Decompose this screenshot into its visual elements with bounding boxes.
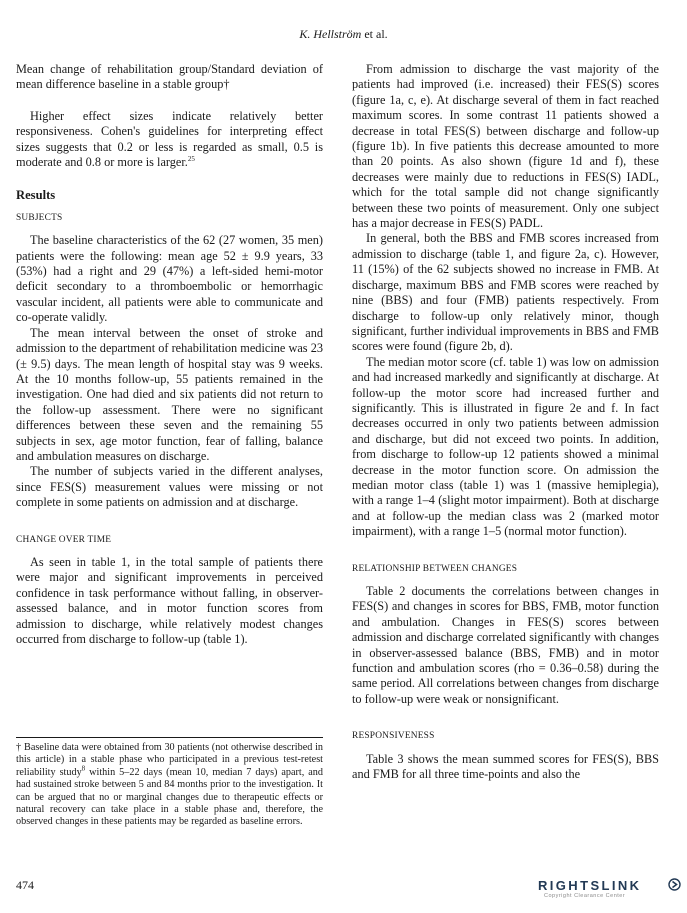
right-paragraph-1: From admission to discharge the vast majority of the patients had improved (i.e. increased) their FES(S) scores (figure 1a, c, e). At discharge several of them in fact reached maximum scores. In some contrast 11 patients showed a decrease in total FES(S) between discharge and follow-up (figure 1b). In five patients this decrease amounted to more than 20 points. As also shown (figure 1d and f), these decreases were mainly due to reductions in FES(S) IADL, which for the total sample did not change significantly between these two points of measurement. Only one subject has a major decrease in FES(S) PADL. xyxy=(352,62,659,231)
relationship-heading: RELATIONSHIP BETWEEN CHANGES xyxy=(352,563,518,574)
footnote-ref: 8 xyxy=(81,764,86,773)
subjects-heading: SUBJECTS xyxy=(16,212,63,223)
footnote-divider xyxy=(16,737,323,738)
header-author: K. Hellström xyxy=(299,27,362,41)
subjects-paragraph-1: The baseline characteristics of the 62 (27 women, 35 men) patients were the following: mean age 52 ± 9.9 years, 33 (53%) had a right and 29 (47%) a left-sided hemi-motor deficit secondary to a thromboembolic or hemorrhagic vascular incident, all patients were able to communicate and co-operate validly. xyxy=(16,233,323,325)
right-column xyxy=(352,62,659,782)
right-paragraph-2: In general, both the BBS and FMB scores increased from admission to discharge (table 1, and figure 2a, c). However, 11 (15%) of the 62 subjects showed no increase in FMB. At discharge, maximum BBS and FMB scores were reached by nine (BBS) and four (FMB) patients respectively. From discharge to follow-up only relatively minor, though significant, further individual improvements in BBS and FMB scores were found (figure 2b, d). xyxy=(352,231,659,354)
results-heading: Results xyxy=(16,188,56,203)
effect-size-paragraph: Higher effect sizes indicate relatively better responsiveness. Cohen's guidelines for interpreting effect sizes suggests that 0.2 or less is regarded as small, 0.5 is moderate and 0.8 or more is larger.$^{25}$ xyxy=(16,108,323,170)
subjects-paragraph-3: The number of subjects varied in the different analyses, since FES(S) measurement values were missing or not complete in some patients on admission and at discharge. xyxy=(16,464,323,510)
change-paragraph-1: As seen in table 1, in the total sample of patients there were major and significant improvements in perceived confidence in task performance without falling, in observer-assessed balance, and in motor function scores from admission to discharge, while relatively modest changes occurred from discharge to follow-up (table 1). xyxy=(16,554,323,646)
rightslink-arrow-icon xyxy=(668,878,681,891)
left-column xyxy=(16,62,323,647)
right-paragraph-5: Table 3 shows the mean summed scores for FES(S), BBS and FMB for all three time-points and also the xyxy=(352,751,659,782)
footnote: † Baseline data were obtained from 30 patients (not otherwise described in this article) in a stable phase who participated in a previous test-retest reliability study$^8$ within 5–22 days (mean 10, median 7 days) apart, and had sustained stroke between 5 and 84 months prior to the investigation. It can be argued that no or marginal changes due to therapeutic effects or natural recovery can take place in a stable phase and, therefore, the observed changes in these patients may be regarded as baseline errors. xyxy=(16,742,323,828)
right-paragraph-4: Table 2 documents the correlations between changes in FES(S) and changes in scores for BBS, FMB, motor function and ambulation. Changes in FES(S) scores between admission and discharge correlated significantly with changes in observer-assessed balance (BBS, FMB) and in motor function and ambulation scores (rho = 0.36–0.58) during the same period. All correlations between changes from discharge to follow-up were weak or nonsignificant. xyxy=(352,584,659,706)
subjects-paragraph-2: The mean interval between the onset of stroke and admission to the department of rehabilitation medicine was 23 (± 9.5) days. The mean length of hospital stay was 9 weeks. At the 10 months follow-up, 55 patients remained in the investigation. One had died and six patients did not return to the follow-up assessment. There were no significant differences between these seven and the remaining 55 subjects in sex, age motor function, fear of falling, balance and ambulation measures on discharge. xyxy=(16,325,323,463)
rightslink-logo[interactable] xyxy=(538,877,683,903)
page-number: 474 xyxy=(16,878,34,892)
right-paragraph-3: The median motor score (cf. table 1) was low on admission and had increased markedly and significantly at discharge. At follow-up the motor score had increased further and significantly. This is illustrated in figure 2e and f. In fact decreases occurred in only two patients between admission and discharge, but did not exceed two points. In addition, from discharge to follow-up 12 patients showed a minimal decrease in the motor function score. On admission the median motor class (table 1) was 1 (massive hemiplegia), with a range 1–4 (slight motor impairment). Both at discharge and at follow-up the median class was 2 (marked motor impairment), with a range 1–5 (normal motor function). xyxy=(352,354,659,539)
running-header xyxy=(0,27,687,42)
formula-text: Mean change of rehabilitation group/Standard deviation of mean difference baseline in a stable group† xyxy=(16,62,323,92)
logo-subtext: Copyright Clearance Center xyxy=(544,893,626,899)
responsiveness-heading: RESPONSIVENESS xyxy=(352,731,435,742)
effect-size-ref: 25 xyxy=(187,154,195,163)
logo-text: RIGHTSLINK xyxy=(538,878,642,893)
change-over-time-heading: CHANGE OVER TIME xyxy=(16,534,112,545)
header-etal: et al. xyxy=(361,27,388,41)
